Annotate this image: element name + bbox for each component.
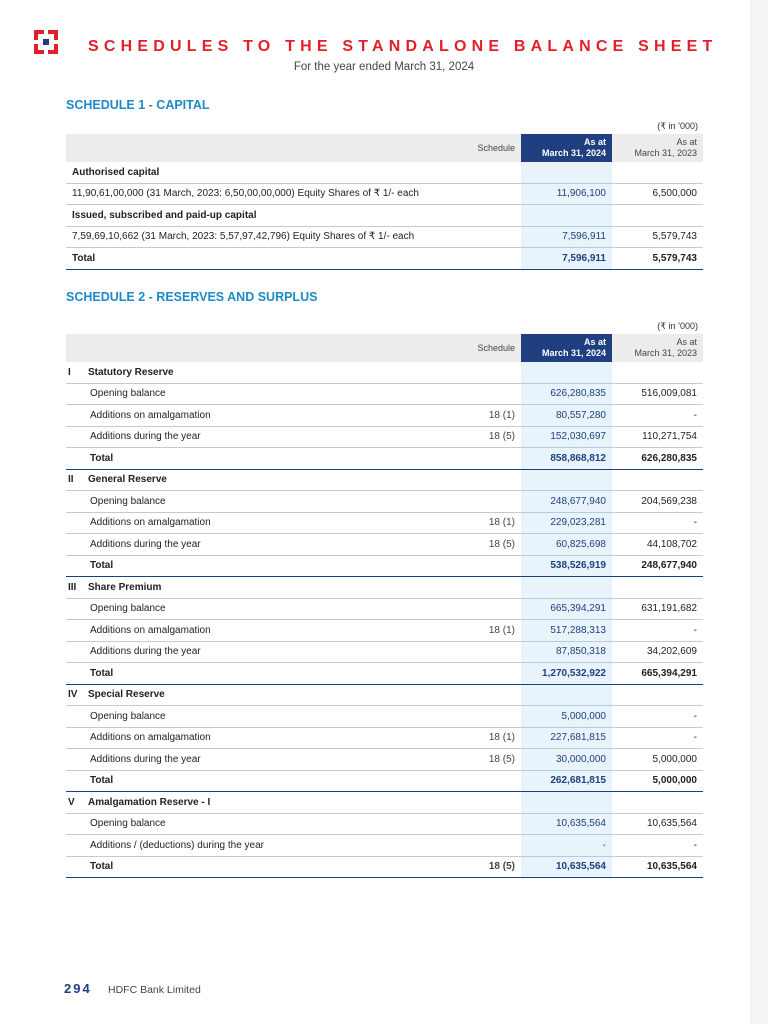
schedule1-table — [66, 134, 703, 270]
row-label: Total — [66, 248, 455, 270]
row-label: Additions / (deductions) during the year — [66, 835, 455, 857]
row-schedule-ref — [455, 813, 521, 835]
current-year-value: 30,000,000 — [521, 749, 612, 771]
current-year-header: As at March 31, 2024 — [521, 334, 612, 362]
current-year-value: - — [521, 835, 612, 857]
section-title — [66, 577, 455, 599]
row-schedule-ref: 18 (5) — [455, 534, 521, 556]
current-year-value: 858,868,812 — [521, 448, 612, 470]
row-label: Additions during the year — [66, 534, 455, 556]
current-year-value — [521, 469, 612, 491]
section-title-text: General Reserve — [88, 474, 167, 486]
previous-year-value: 10,635,564 — [612, 856, 703, 878]
current-year-value: 517,288,313 — [521, 620, 612, 642]
row-schedule-ref — [455, 641, 521, 663]
current-year-header: As at March 31, 2024 — [521, 134, 612, 162]
table-row — [66, 248, 703, 270]
previous-year-value: 204,569,238 — [612, 491, 703, 513]
label-header — [66, 334, 455, 362]
current-year-value: 10,635,564 — [521, 856, 612, 878]
current-year-value: 5,000,000 — [521, 706, 612, 728]
row-schedule-ref: 18 (5) — [455, 856, 521, 878]
previous-year-value: - — [612, 512, 703, 534]
table-row — [66, 205, 703, 227]
previous-year-value — [612, 792, 703, 814]
row-schedule-ref: 18 (1) — [455, 512, 521, 534]
current-year-value — [521, 684, 612, 706]
previous-year-value: 516,009,081 — [612, 383, 703, 405]
row-schedule-ref: 18 (1) — [455, 405, 521, 427]
current-year-value — [521, 162, 612, 183]
schedule2-table — [66, 334, 703, 878]
row-label: Opening balance — [66, 598, 455, 620]
section-header-row — [66, 469, 703, 491]
previous-year-value: 5,579,743 — [612, 248, 703, 270]
row-label: Additions on amalgamation — [66, 620, 455, 642]
row-label: Additions during the year — [66, 641, 455, 663]
row-schedule-ref: 18 (5) — [455, 426, 521, 448]
row-schedule-ref: 18 (5) — [455, 749, 521, 771]
row-schedule-ref — [455, 792, 521, 814]
table-row — [66, 405, 703, 427]
previous-year-value: - — [612, 727, 703, 749]
section-title — [66, 469, 455, 491]
row-label: Total — [66, 770, 455, 792]
page-subtitle: For the year ended March 31, 2024 — [293, 61, 475, 73]
table-header-row — [66, 134, 703, 162]
page-edge-shade — [750, 0, 768, 1024]
table-row — [66, 426, 703, 448]
table-row — [66, 448, 703, 470]
section-roman-numeral: III — [68, 581, 77, 593]
current-year-value: 7,596,911 — [521, 226, 612, 248]
table-row — [66, 620, 703, 642]
schedule1-heading: SCHEDULE 1 - CAPITAL — [66, 98, 210, 112]
section-title-text: Statutory Reserve — [88, 366, 174, 378]
page-title: SCHEDULES TO THE STANDALONE BALANCE SHEET — [88, 38, 718, 55]
footer-company: HDFC Bank Limited — [108, 984, 201, 996]
section-roman-numeral: IV — [68, 689, 78, 701]
row-label: Opening balance — [66, 383, 455, 405]
previous-year-value: 248,677,940 — [612, 555, 703, 577]
previous-year-header: As at March 31, 2023 — [612, 334, 703, 362]
current-year-value: 665,394,291 — [521, 598, 612, 620]
current-year-value: 152,030,697 — [521, 426, 612, 448]
row-schedule-ref — [455, 663, 521, 685]
row-schedule-ref — [455, 684, 521, 706]
table-row — [66, 813, 703, 835]
table-row — [66, 706, 703, 728]
current-year-value: 248,677,940 — [521, 491, 612, 513]
row-label: Opening balance — [66, 706, 455, 728]
current-year-value: 60,825,698 — [521, 534, 612, 556]
current-year-value: 10,635,564 — [521, 813, 612, 835]
current-year-value: 227,681,815 — [521, 727, 612, 749]
row-label: Additions during the year — [66, 426, 455, 448]
row-schedule-ref — [455, 162, 521, 183]
current-year-value — [521, 205, 612, 227]
previous-year-value: 10,635,564 — [612, 813, 703, 835]
section-title — [66, 792, 455, 814]
table-row — [66, 162, 703, 183]
row-schedule-ref — [455, 706, 521, 728]
previous-year-value: - — [612, 835, 703, 857]
row-schedule-ref — [455, 248, 521, 270]
current-year-value — [521, 362, 612, 383]
row-label: Opening balance — [66, 813, 455, 835]
row-schedule-ref — [455, 183, 521, 205]
table-row — [66, 663, 703, 685]
row-schedule-ref — [455, 362, 521, 383]
previous-year-value — [612, 469, 703, 491]
row-label: Total — [66, 448, 455, 470]
row-label: Total — [66, 663, 455, 685]
table-row — [66, 534, 703, 556]
table-row — [66, 727, 703, 749]
row-schedule-ref: 18 (1) — [455, 727, 521, 749]
row-label: Additions on amalgamation — [66, 405, 455, 427]
previous-year-value: 6,500,000 — [612, 183, 703, 205]
row-schedule-ref — [455, 577, 521, 599]
current-year-value: 229,023,281 — [521, 512, 612, 534]
schedule2-unit: (₹ in ’000) — [657, 321, 698, 331]
row-label: 11,90,61,00,000 (31 March, 2023: 6,50,00,00,000) Equity Shares of ₹ 1/- each — [66, 183, 455, 205]
previous-year-value: - — [612, 405, 703, 427]
previous-year-value: 44,108,702 — [612, 534, 703, 556]
previous-year-value: - — [612, 706, 703, 728]
section-roman-numeral: V — [68, 796, 75, 808]
hdfc-logo-icon — [34, 30, 58, 54]
table-row — [66, 512, 703, 534]
row-schedule-ref — [455, 205, 521, 227]
row-label: Authorised capital — [66, 162, 455, 183]
previous-year-value — [612, 162, 703, 183]
previous-year-value: 631,191,682 — [612, 598, 703, 620]
previous-year-value: 626,280,835 — [612, 448, 703, 470]
section-title — [66, 684, 455, 706]
previous-year-value: 665,394,291 — [612, 663, 703, 685]
previous-year-value: 5,000,000 — [612, 749, 703, 771]
schedule2-heading: SCHEDULE 2 - RESERVES AND SURPLUS — [66, 290, 318, 304]
table-row — [66, 749, 703, 771]
section-header-row — [66, 362, 703, 383]
row-label: Total — [66, 856, 455, 878]
current-year-value — [521, 792, 612, 814]
row-label: Additions on amalgamation — [66, 727, 455, 749]
section-title-text: Special Reserve — [88, 689, 165, 701]
previous-year-value: 34,202,609 — [612, 641, 703, 663]
previous-year-value — [612, 362, 703, 383]
section-header-row — [66, 684, 703, 706]
section-title — [66, 362, 455, 383]
table-row — [66, 856, 703, 878]
section-roman-numeral: I — [68, 366, 71, 378]
previous-year-value: 110,271,754 — [612, 426, 703, 448]
section-roman-numeral: II — [68, 474, 74, 486]
row-schedule-ref — [455, 491, 521, 513]
previous-year-value — [612, 577, 703, 599]
table-header-row — [66, 334, 703, 362]
current-year-value: 87,850,318 — [521, 641, 612, 663]
row-label: 7,59,69,10,662 (31 March, 2023: 5,57,97,42,796) Equity Shares of ₹ 1/- each — [66, 226, 455, 248]
row-label: Additions during the year — [66, 749, 455, 771]
row-label: Opening balance — [66, 491, 455, 513]
previous-year-header: As at March 31, 2023 — [612, 134, 703, 162]
row-label: Issued, subscribed and paid-up capital — [66, 205, 455, 227]
schedule2-body — [66, 362, 703, 878]
page-number: 294 — [64, 981, 92, 996]
current-year-value: 262,681,815 — [521, 770, 612, 792]
schedule-header: Schedule — [455, 134, 521, 162]
previous-year-value: 5,000,000 — [612, 770, 703, 792]
row-schedule-ref — [455, 770, 521, 792]
current-year-value — [521, 577, 612, 599]
row-label: Total — [66, 555, 455, 577]
section-title-text: Amalgamation Reserve - I — [88, 796, 211, 808]
row-schedule-ref — [455, 226, 521, 248]
current-year-value: 538,526,919 — [521, 555, 612, 577]
table-row — [66, 183, 703, 205]
current-year-value: 80,557,280 — [521, 405, 612, 427]
section-header-row — [66, 792, 703, 814]
schedule1-unit: (₹ in ’000) — [657, 121, 698, 131]
table-row — [66, 555, 703, 577]
schedule1-body — [66, 162, 703, 269]
previous-year-value: - — [612, 620, 703, 642]
current-year-value: 7,596,911 — [521, 248, 612, 270]
table-row — [66, 491, 703, 513]
previous-year-value — [612, 205, 703, 227]
table-row — [66, 383, 703, 405]
section-header-row — [66, 577, 703, 599]
schedule-header: Schedule — [455, 334, 521, 362]
row-schedule-ref — [455, 598, 521, 620]
table-row — [66, 598, 703, 620]
previous-year-value: 5,579,743 — [612, 226, 703, 248]
table-row — [66, 641, 703, 663]
row-schedule-ref — [455, 448, 521, 470]
row-schedule-ref — [455, 835, 521, 857]
table-row — [66, 226, 703, 248]
row-schedule-ref — [455, 383, 521, 405]
row-schedule-ref — [455, 469, 521, 491]
row-label: Additions on amalgamation — [66, 512, 455, 534]
row-schedule-ref: 18 (1) — [455, 620, 521, 642]
table-row — [66, 835, 703, 857]
table-row — [66, 770, 703, 792]
section-title-text: Share Premium — [88, 581, 162, 593]
row-schedule-ref — [455, 555, 521, 577]
current-year-value: 626,280,835 — [521, 383, 612, 405]
label-header — [66, 134, 455, 162]
current-year-value: 1,270,532,922 — [521, 663, 612, 685]
current-year-value: 11,906,100 — [521, 183, 612, 205]
previous-year-value — [612, 684, 703, 706]
